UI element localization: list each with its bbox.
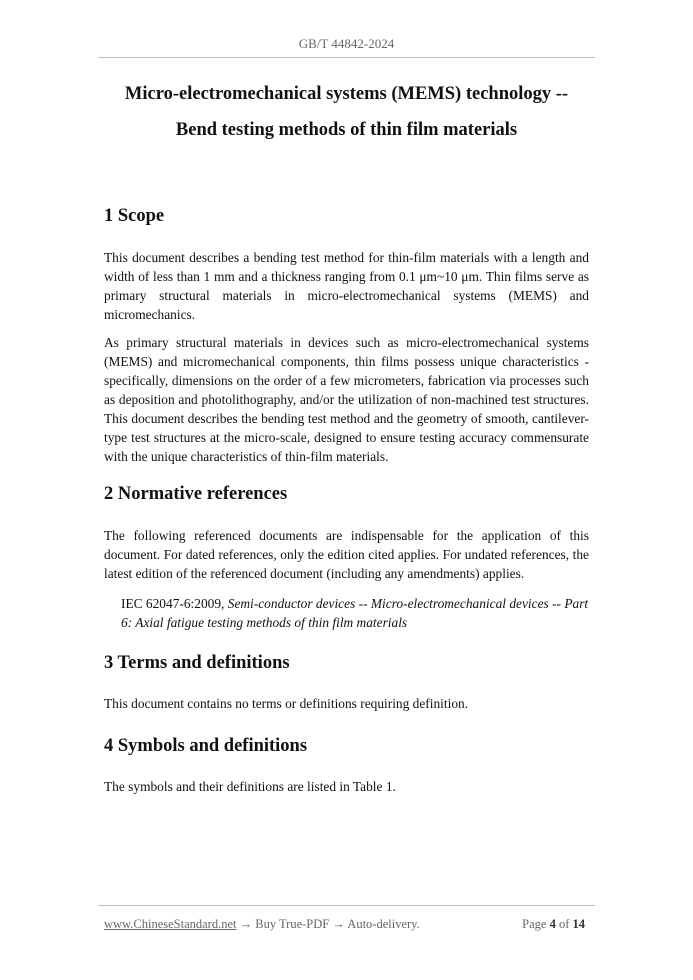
section-normative-references (104, 482, 589, 506)
footer-promo-text: → Buy True-PDF → Auto-delivery. (236, 917, 420, 931)
section-heading-terms-definitions: 3 Terms and definitions (104, 653, 290, 673)
page-label: Page (522, 917, 550, 931)
header-divider (98, 57, 595, 58)
terms-paragraph-wrap (104, 694, 589, 713)
total-pages: 14 (572, 917, 585, 931)
terms-paragraph: This document contains no terms or definitions requiring definition. (104, 696, 469, 711)
section-symbols-definitions (104, 734, 589, 758)
reference-code: IEC 62047-6:2009, (121, 596, 228, 611)
symbols-paragraph: The symbols and their definitions are listed in Table 1. (104, 779, 396, 794)
section-heading-normative-references: 2 Normative references (104, 484, 288, 504)
footer-divider (98, 905, 595, 906)
scope-paragraph-1-wrap (104, 248, 589, 324)
page-header (0, 36, 693, 52)
normative-paragraph-wrap (104, 526, 589, 583)
footer-promo (104, 917, 420, 932)
document-title (104, 82, 589, 142)
section-heading-scope: 1 Scope (104, 206, 165, 226)
page-number (522, 917, 585, 932)
title-line-1: Micro-electromechanical systems (MEMS) technology -- (124, 84, 569, 104)
footer-site-link[interactable]: www.ChineseStandard.net (104, 917, 237, 931)
scope-paragraph-1: This document describes a bending test method for thin-film materials with a length and width of less than 1 mm and a thickness ranging from 0.1 μm~10 μm. Thin films serve as primary structural materials in micro-electromechanical systems (MEMS) and micromechanics. (104, 250, 589, 322)
section-scope (104, 204, 589, 228)
current-page: 4 (549, 917, 556, 931)
section-heading-symbols-definitions: 4 Symbols and definitions (104, 736, 308, 756)
normative-reference-entry (121, 594, 591, 632)
normative-paragraph: The following referenced documents are indispensable for the application of this document. For dated references, only the edition cited applies. For undated references, the latest edition of the referenced document (including any amendments) applies. (104, 528, 589, 581)
title-line-2: Bend testing methods of thin film materials (175, 120, 518, 140)
section-terms-definitions (104, 651, 589, 675)
scope-paragraph-2: As primary structural materials in devices such as micro-electromechanical systems (MEMS) and micromechanical components, thin films possess unique characteristics - specifically, dimensions on the order of a few micrometers, fabrication via processes such as deposition and photolithography, and/or the utilization of non-machined test structures. This document describes the bending test method and the geometry of smooth, cantilever-type test structures at the micro-scale, designed to ensure testing accuracy commensurate with the unique characteristics of thin-film materials. (104, 335, 589, 464)
document-id: GB/T 44842-2024 (298, 36, 395, 51)
reference-title: Semi-conductor devices -- Micro-electromechanical devices -- Part 6: Axial fatigue testing methods of thin film materials (121, 596, 589, 630)
of-label: of (555, 917, 573, 931)
symbols-paragraph-wrap (104, 777, 589, 796)
scope-paragraph-2-wrap (104, 333, 589, 466)
